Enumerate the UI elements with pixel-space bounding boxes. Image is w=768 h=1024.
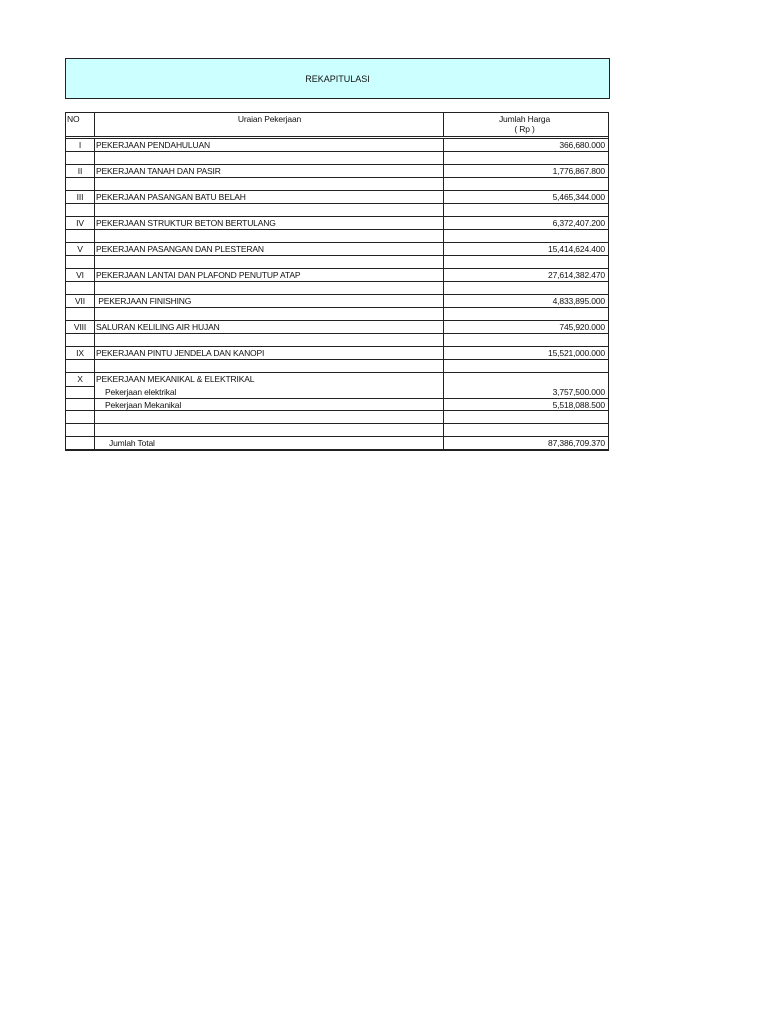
row-desc: SALURAN KELILING AIR HUJAN: [95, 321, 444, 333]
recap-table: [65, 112, 609, 451]
spacer-row: [66, 360, 608, 373]
row-desc: PEKERJAAN PENDAHULUAN: [95, 139, 444, 151]
table-row: [66, 243, 608, 256]
header-amount: [444, 113, 608, 136]
spacer-row: [66, 152, 608, 165]
subrow-desc: Pekerjaan elektrikal: [95, 386, 444, 398]
total-row: [66, 437, 608, 449]
row-no: II: [66, 165, 95, 177]
spacer-row: [66, 308, 608, 321]
row-amount: 1,776,867.800: [552, 166, 605, 176]
row-desc: PEKERJAAN TANAH DAN PASIR: [95, 165, 444, 177]
row-amount: 6,372,407.200: [552, 218, 605, 228]
row-desc: PEKERJAAN STRUKTUR BETON BERTULANG: [95, 217, 444, 229]
spacer-row: [66, 178, 608, 191]
table-row: [66, 191, 608, 204]
row-no: VIII: [66, 321, 95, 333]
row-no: VII: [66, 295, 95, 307]
row-amount: 366,680.000: [559, 140, 605, 150]
sub-row: [66, 386, 608, 398]
table-row: [66, 269, 608, 282]
row-no: IX: [66, 347, 95, 359]
row-amount: 4,833,895.000: [552, 296, 605, 306]
row-desc: PEKERJAAN PASANGAN BATU BELAH: [95, 191, 444, 203]
table-row: [66, 373, 608, 386]
row-amount: 27,614,382.470: [548, 270, 605, 280]
total-amount: 87,386,709.370: [548, 438, 605, 448]
table-row: [66, 347, 608, 360]
row-no: IV: [66, 217, 95, 229]
row-no: III: [66, 191, 95, 203]
spacer-row: [66, 411, 608, 424]
row-no: V: [66, 243, 95, 255]
row-amount: 745,920.000: [559, 322, 605, 332]
table-row: [66, 139, 608, 152]
row-amount: [444, 373, 608, 386]
page-title: [65, 58, 610, 99]
table-row: [66, 295, 608, 308]
header-amount-line2: ( Rp ): [514, 124, 535, 134]
subrow-desc: Pekerjaan Mekanikal: [95, 399, 444, 410]
table-row: [66, 217, 608, 230]
table-row: [66, 321, 608, 334]
row-amount: 15,521,000.000: [548, 348, 605, 358]
row-amount: 5,465,344.000: [552, 192, 605, 202]
spacer-row: [66, 204, 608, 217]
row-desc: PEKERJAAN PASANGAN DAN PLESTERAN: [95, 243, 444, 255]
row-no: VI: [66, 269, 95, 281]
subrow-amount: 5,518,088.500: [552, 400, 605, 410]
title-text: REKAPITULASI: [305, 73, 370, 84]
spacer-row: [66, 256, 608, 269]
sub-row: [66, 398, 608, 411]
subrow-amount: 3,757,500.000: [552, 387, 605, 397]
spacer-row: [66, 334, 608, 347]
spacer-row: [66, 282, 608, 295]
header-desc: Uraian Pekerjaan: [95, 113, 444, 136]
table-row: [66, 165, 608, 178]
header-no: NO: [66, 113, 95, 136]
table-header: [66, 113, 608, 139]
row-desc: PEKERJAAN FINISHING: [95, 295, 444, 307]
row-no: X: [66, 373, 95, 386]
header-amount-line1: Jumlah Harga: [498, 114, 551, 124]
row-no: I: [66, 139, 95, 151]
row-desc: PEKERJAAN PINTU JENDELA DAN KANOPI: [95, 347, 444, 359]
row-desc: PEKERJAAN MEKANIKAL & ELEKTRIKAL: [95, 373, 444, 386]
total-label: Jumlah Total: [95, 437, 444, 449]
spacer-row: [66, 230, 608, 243]
spacer-row: [66, 424, 608, 437]
row-amount: 15,414,624.400: [548, 244, 605, 254]
row-desc: PEKERJAAN LANTAI DAN PLAFOND PENUTUP ATAP: [95, 269, 444, 281]
